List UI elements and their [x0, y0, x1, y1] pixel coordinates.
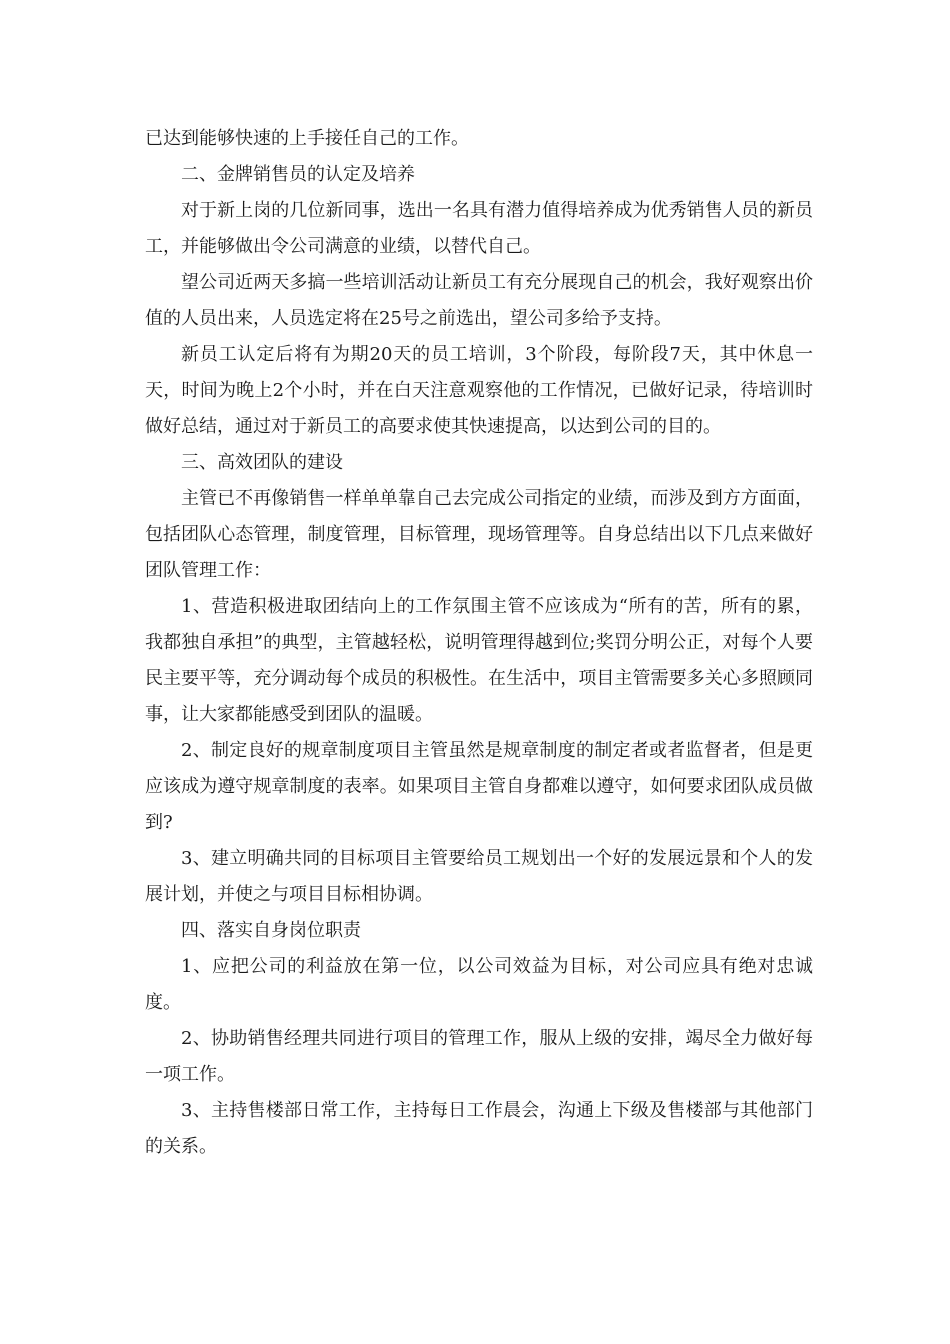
paragraph-continuation: 已达到能够快速的上手接任自己的工作。 [145, 128, 469, 149]
section-heading-3: 三、高效团队的建设 [181, 452, 343, 473]
list-item: 3、主持售楼部日常工作，主持每日工作晨会，沟通上下级及售楼部与其他部门的关系。 [145, 1100, 813, 1157]
paragraph: 主管已不再像销售一样单单靠自己去完成公司指定的业绩，而涉及到方方面面，包括团队心态管理，制度管理，目标管理，现场管理等。自身总结出以下几点来做好团队管理工作： [145, 488, 813, 581]
paragraph: 新员工认定后将有为期20天的员工培训，3个阶段，每阶段7天，其中休息一天，时间为晚上2个小时，并在白天注意观察他的工作情况，已做好记录，待培训时做好总结，通过对于新员工的高要求使其快速提高，以达到公司的目的。 [145, 344, 813, 437]
list-item: 3、建立明确共同的目标项目主管要给员工规划出一个好的发展远景和个人的发展计划，并使之与项目目标相协调。 [145, 848, 813, 905]
list-item: 2、制定良好的规章制度项目主管虽然是规章制度的制定者或者监督者，但是更应该成为遵守规章制度的表率。如果项目主管自身都难以遵守，如何要求团队成员做到? [145, 740, 813, 833]
document-body [145, 121, 813, 1165]
section-heading-2: 二、金牌销售员的认定及培养 [181, 164, 415, 185]
list-item: 1、应把公司的利益放在第一位，以公司效益为目标，对公司应具有绝对忠诚度。 [145, 956, 813, 1013]
list-item: 2、协助销售经理共同进行项目的管理工作，服从上级的安排，竭尽全力做好每一项工作。 [145, 1028, 813, 1085]
list-item: 1、营造积极进取团结向上的工作氛围主管不应该成为“所有的苦，所有的累，我都独自承担”的典型，主管越轻松，说明管理得越到位;奖罚分明公正，对每个人要民主要平等，充分调动每个成员的积极性。在生活中，项目主管需要多关心多照顾同事，让大家都能感受到团队的温暖。 [145, 596, 813, 725]
section-heading-4: 四、落实自身岗位职责 [181, 920, 361, 941]
paragraph: 对于新上岗的几位新同事，选出一名具有潜力值得培养成为优秀销售人员的新员工，并能够做出令公司满意的业绩，以替代自己。 [145, 200, 813, 257]
paragraph: 望公司近两天多搞一些培训活动让新员工有充分展现自己的机会，我好观察出价值的人员出来，人员选定将在25号之前选出，望公司多给予支持。 [145, 272, 813, 329]
